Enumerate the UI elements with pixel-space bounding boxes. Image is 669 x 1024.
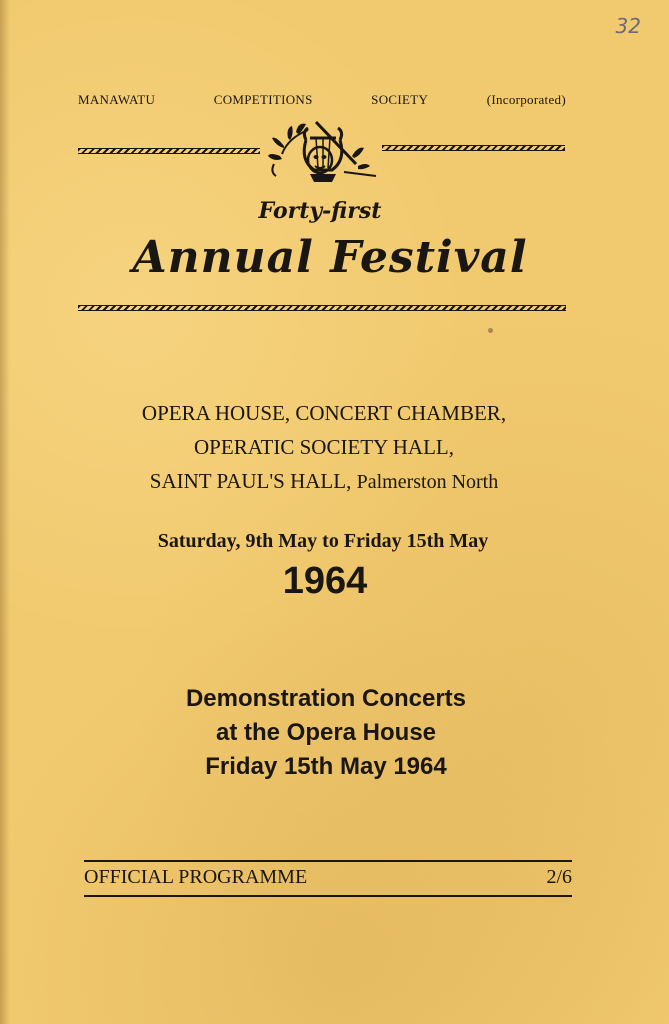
spine-shadow [0, 0, 10, 1024]
venue-line-1: OPERA HOUSE, CONCERT CHAMBER, [141, 401, 507, 425]
venue-list [0, 396, 648, 499]
header-incorporated: (Incorporated) [486, 92, 566, 107]
venue-line-3 [0, 464, 648, 499]
festival-year: 1964 [282, 560, 368, 602]
handwritten-page-number: 32 [615, 14, 641, 38]
ornamental-rule-right [382, 145, 565, 151]
festival-ordinal: Forty-first [258, 198, 382, 224]
venue-city: Palmerston North [356, 471, 499, 493]
venue-line-2: OPERATIC SOCIETY HALL, [194, 435, 454, 459]
demo-line-2: at the Opera House [215, 719, 437, 746]
demonstration-concerts [0, 682, 652, 784]
demo-line-1: Demonstration Concerts [185, 685, 467, 712]
ornamental-rule-left [78, 148, 260, 154]
programme-footer [84, 866, 572, 889]
header-society: SOCIETY [371, 92, 429, 107]
lyre-emblem-icon [262, 116, 384, 196]
programme-price: 2/6 [546, 866, 572, 888]
programme-rule-top [84, 860, 572, 862]
demo-line-3: Friday 15th May 1964 [205, 753, 447, 780]
ornamental-rule-full [78, 305, 566, 311]
venue-line-3-text: SAINT PAUL'S HALL, [149, 469, 352, 493]
organisation-header [78, 92, 566, 108]
paper-speck [488, 328, 493, 333]
festival-dates: Saturday, 9th May to Friday 15th May [157, 530, 489, 552]
programme-rule-bottom [84, 895, 572, 897]
header-manawatu: MANAWATU [78, 92, 156, 107]
header-competitions: COMPETITIONS [213, 92, 313, 107]
festival-title: Annual Festival [132, 232, 528, 283]
official-programme-label: OFFICIAL PROGRAMME [84, 866, 308, 888]
